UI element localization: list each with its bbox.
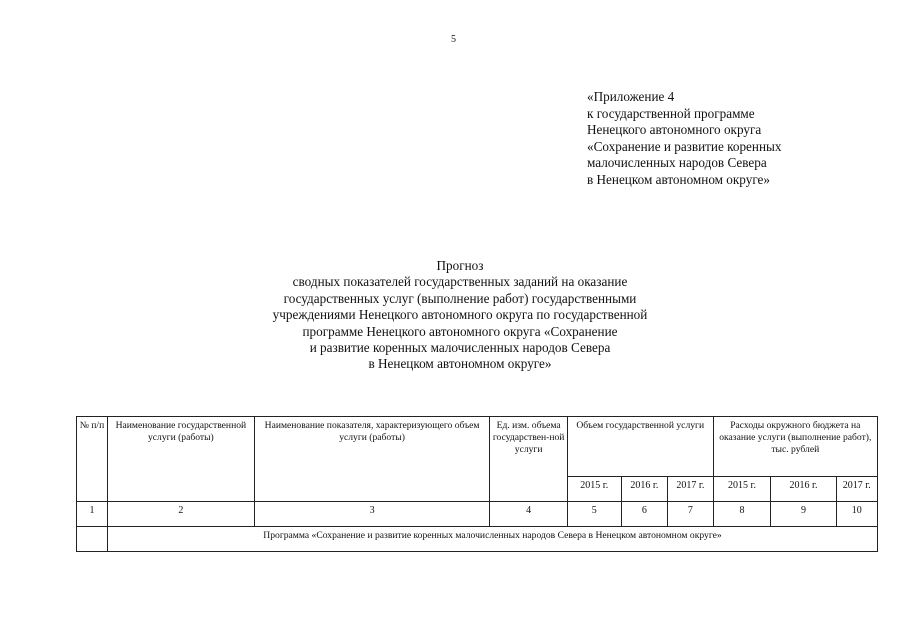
column-number-row <box>77 502 878 527</box>
header-expenses: Расходы окружного бюджета на оказание услуги (выполнение работ), тыс. рублей <box>713 417 877 477</box>
page-number: 5 <box>451 34 456 45</box>
title-line: сводных показателей государственных заданий на оказание <box>292 274 628 290</box>
document-title <box>200 258 720 373</box>
appendix-line: «Приложение 4 <box>587 89 675 104</box>
column-number: 2 <box>108 502 255 527</box>
header-num: № п/п <box>77 417 108 502</box>
column-number: 9 <box>771 502 836 527</box>
table-header-row <box>77 417 878 477</box>
year-cell: 2017 г. <box>836 477 877 502</box>
header-indicator-name: Наименование показателя, характеризующего объем услуги (работы) <box>254 417 490 502</box>
column-number: 8 <box>713 502 771 527</box>
column-number: 4 <box>490 502 568 527</box>
header-service-name: Наименование государственной услуги (работы) <box>108 417 255 502</box>
title-line: Прогноз <box>436 258 484 273</box>
column-number: 1 <box>77 502 108 527</box>
appendix-line: «Сохранение и развитие коренных <box>587 138 782 154</box>
title-line: государственных услуг (выполнение работ) государственными <box>283 290 637 306</box>
title-line: в Ненецком автономном округе» <box>368 356 552 372</box>
title-line: программе Ненецкого автономного округа «Сохранение <box>302 323 618 339</box>
column-number: 3 <box>254 502 490 527</box>
column-number: 6 <box>621 502 668 527</box>
header-unit: Ед. изм. объема государствен-ной услуги <box>490 417 568 502</box>
column-number: 7 <box>668 502 713 527</box>
program-name: Программа «Сохранение и развитие коренных малочисленных народов Севера в Ненецком автономном округе» <box>108 527 878 552</box>
column-number: 10 <box>836 502 877 527</box>
program-row <box>77 527 878 552</box>
title-line: и развитие коренных малочисленных народов Севера <box>309 340 611 356</box>
year-cell: 2015 г. <box>567 477 621 502</box>
appendix-reference <box>587 89 781 189</box>
appendix-line: к государственной программе <box>587 105 755 121</box>
year-cell: 2015 г. <box>713 477 771 502</box>
column-number: 5 <box>567 502 621 527</box>
title-line: учреждениями Ненецкого автономного округа по государственной <box>272 307 648 323</box>
appendix-line: Ненецкого автономного округа <box>587 122 762 138</box>
program-row-index-cell <box>77 527 108 552</box>
year-cell: 2016 г. <box>621 477 668 502</box>
year-cell: 2017 г. <box>668 477 713 502</box>
appendix-line: в Ненецком автономном округе» <box>587 171 771 187</box>
forecast-table <box>76 416 878 552</box>
header-volume: Объем государственной услуги <box>567 417 713 477</box>
appendix-line: малочисленных народов Севера <box>587 155 767 171</box>
year-cell: 2016 г. <box>771 477 836 502</box>
